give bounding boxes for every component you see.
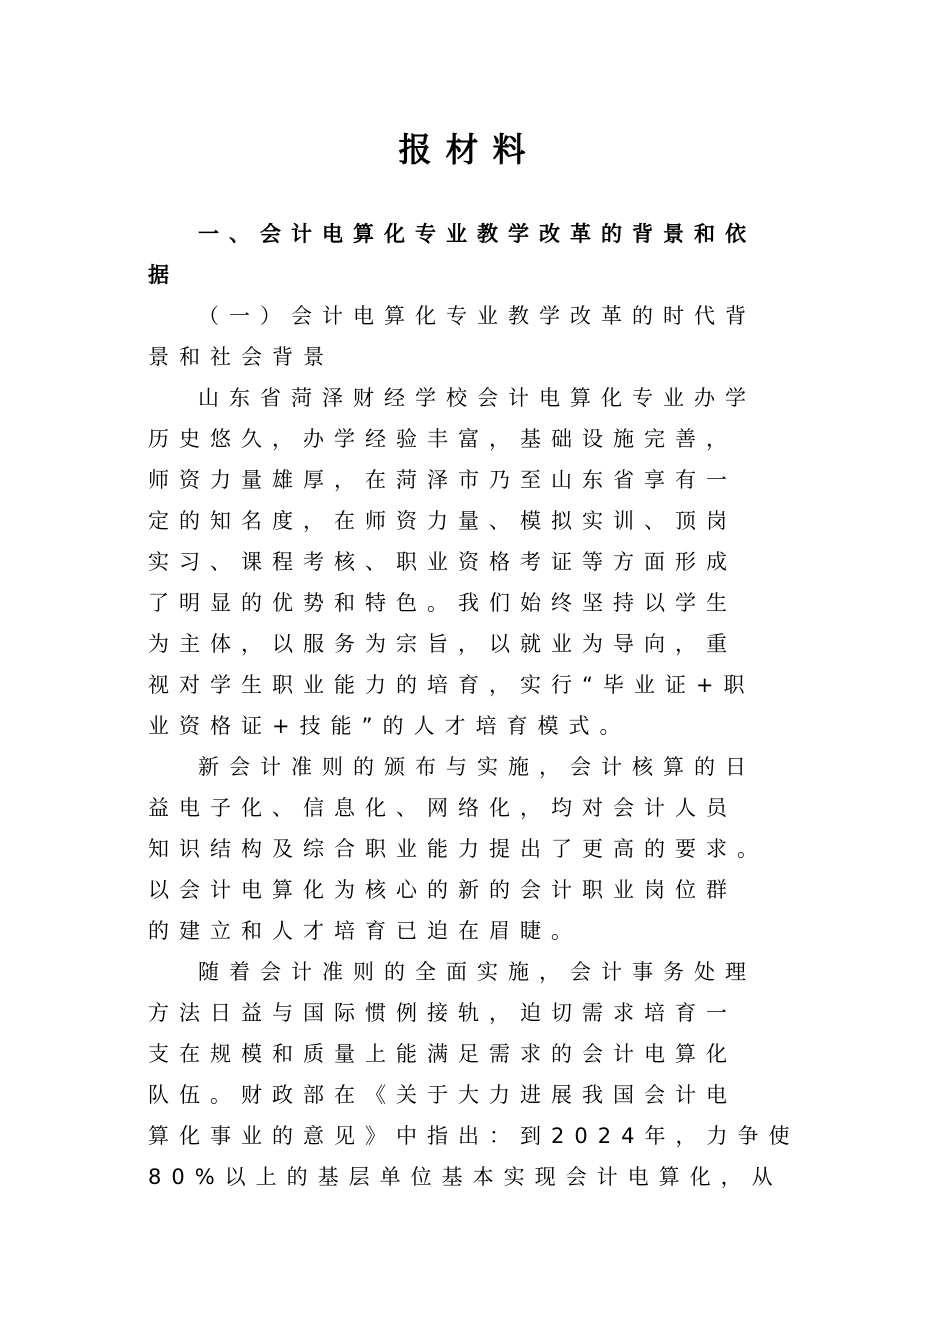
text-line: （一）会计电算化专业教学改革的时代背 [198,304,756,328]
text-line: 的建立和人才培育已迫在眉睫。 [148,919,582,943]
text-line: 支在规模和质量上能满足需求的会计电算化 [148,1042,737,1066]
text-line: 景和社会背景 [148,345,334,369]
text-line: 以会计电算化为核心的新的会计职业岗位群 [148,878,737,902]
text-line: 益电子化、信息化、网络化，均对会计人员 [148,796,737,820]
text-line: 山东省菏泽财经学校会计电算化专业办学 [198,386,756,410]
text-line: 队伍。财政部在《关于大力进展我国会计电 [148,1083,737,1107]
text-line: 80%以上的基层单位基本实现会计电算化，从 [148,1165,783,1189]
text-line: 师资力量雄厚，在菏泽市乃至山东省享有一 [148,468,737,492]
text-line: 据 [148,263,179,287]
text-line: 定的知名度，在师资力量、模拟实训、顶岗 [148,509,737,533]
text-line: 实习、课程考核、职业资格考证等方面形成 [148,550,737,574]
text-line: 历史悠久，办学经验丰富，基础设施完善， [148,427,737,451]
text-line: 视对学生职业能力的培育，实行“毕业证+职 [148,673,755,697]
text-line: 随着会计准则的全面实施，会计事务处理 [198,960,756,984]
text-line: 方法日益与国际惯例接轨，迫切需求培育一 [148,1001,737,1025]
text-line: 算化事业的意见》中指出：到2024年，力争使 [148,1124,800,1148]
text-line: 知识结构及综合职业能力提出了更高的要求。 [148,837,768,861]
text-line: 一、会计电算化专业教学改革的背景和依 [198,222,756,246]
document-body [148,214,798,1198]
text-line: 新会计准则的颁布与实施，会计核算的日 [198,755,756,779]
text-line: 了明显的优势和特色。我们始终坚持以学生 [148,591,737,615]
text-line: 为主体，以服务为宗旨，以就业为导向，重 [148,632,737,656]
page-title: 报材料 [398,130,540,169]
text-line: 业资格证+技能”的人才培育模式。 [148,714,631,738]
